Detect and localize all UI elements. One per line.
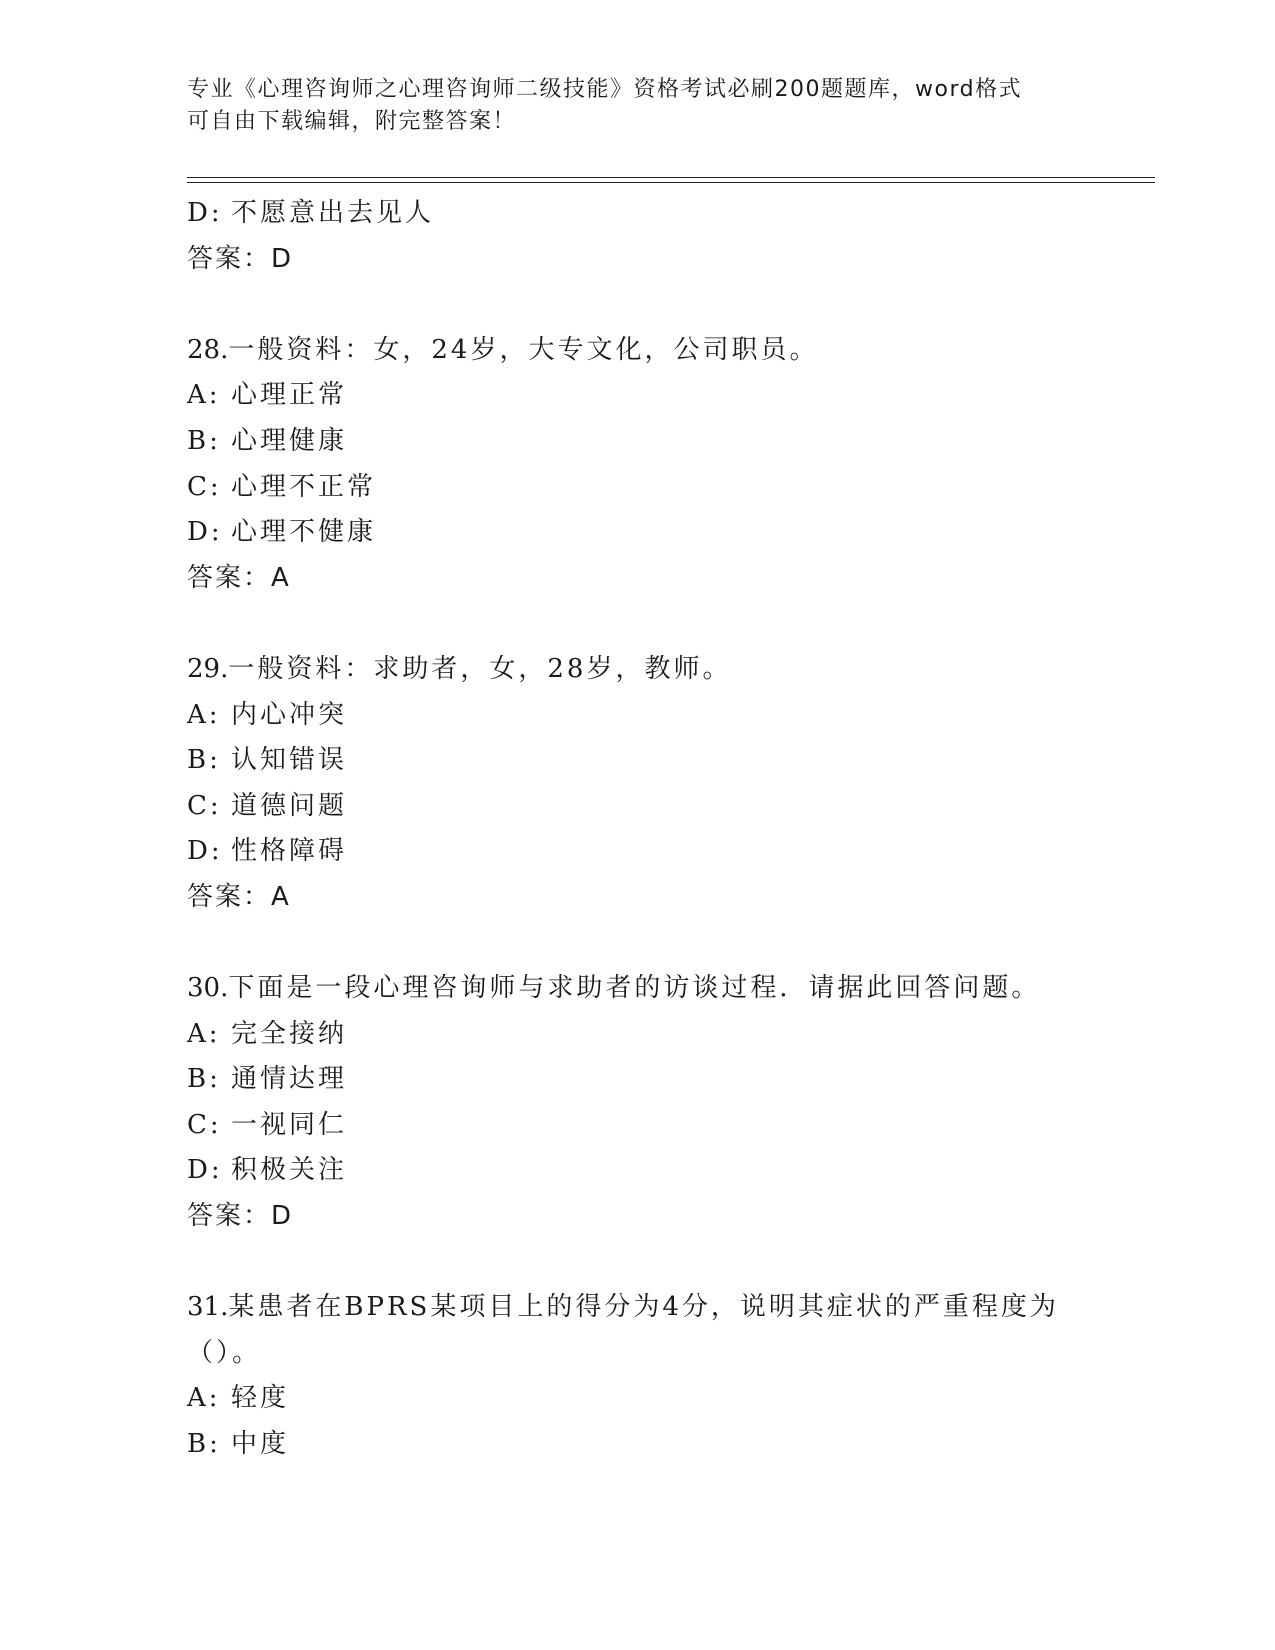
option-text: 完全接纳 — [231, 1018, 348, 1049]
header-divider-top — [187, 177, 1155, 178]
question-stem-continuation: （）。 — [187, 1337, 262, 1368]
question-stem — [187, 966, 1117, 1012]
question-list — [187, 191, 1117, 1468]
option-line — [187, 829, 1117, 875]
option-text: 性格障碍 — [231, 836, 348, 867]
question-number: 31. — [187, 1292, 229, 1323]
page-header — [187, 74, 1087, 138]
option-label: D: — [187, 198, 223, 228]
option-text: 心理健康 — [231, 425, 348, 456]
header-divider-bottom — [187, 182, 1155, 183]
option-label: C: — [187, 790, 222, 821]
option-text: 道德问题 — [231, 790, 348, 821]
option-line — [187, 373, 1117, 419]
spacer — [187, 601, 1117, 647]
option-text: 一视同仁 — [231, 1109, 348, 1140]
option-line — [187, 419, 1117, 465]
question-number: 30. — [187, 973, 229, 1004]
option-label: A: — [187, 699, 221, 730]
spacer — [187, 282, 1117, 328]
header-line-2: 可自由下载编辑，附完整答案！ — [187, 109, 517, 134]
option-line — [187, 784, 1117, 830]
option-line — [187, 1012, 1117, 1058]
answer-line: 答案：D — [187, 243, 294, 274]
option-text: 心理不正常 — [231, 471, 377, 502]
option-text: 中度 — [231, 1429, 290, 1460]
option-text: 通情达理 — [231, 1064, 348, 1095]
option-line — [187, 1103, 1117, 1149]
option-line — [187, 1422, 1117, 1468]
option-text: 轻度 — [231, 1383, 290, 1414]
question-stem — [187, 647, 1117, 693]
answer-line: 答案：D — [187, 1201, 294, 1232]
question-text: 某患者在BPRS某项目上的得分为4分，说明其症状的严重程度为 — [228, 1292, 1059, 1323]
option-label: C: — [187, 471, 222, 502]
option-line — [187, 465, 1117, 511]
option-label: C: — [187, 1109, 222, 1140]
answer-line: 答案：A — [187, 881, 291, 912]
option-label: B: — [187, 1064, 221, 1095]
option-line — [187, 510, 1117, 556]
option-label: D: — [187, 836, 223, 867]
option-line — [187, 1057, 1117, 1103]
question-number: 29. — [187, 653, 229, 684]
option-label: B: — [187, 1429, 221, 1460]
option-text: 积极关注 — [231, 1155, 348, 1186]
question-stem — [187, 328, 1117, 374]
option-label: A: — [187, 1383, 221, 1414]
question-text: 下面是一段心理咨询师与求助者的访谈过程．请据此回答问题。 — [228, 973, 1041, 1004]
option-label: B: — [187, 425, 221, 456]
option-line — [187, 738, 1117, 784]
option-label: A: — [187, 380, 221, 411]
option-label: B: — [187, 745, 221, 776]
option-line — [187, 1376, 1117, 1422]
option-text: 不愿意出去见人 — [231, 198, 435, 228]
question-text: 一般资料：女，24岁，大专文化，公司职员。 — [228, 334, 819, 365]
spacer — [187, 1240, 1117, 1286]
option-label: D: — [187, 1155, 223, 1186]
answer-line: 答案：A — [187, 562, 291, 593]
question-stem — [187, 1285, 1117, 1331]
option-text: 认知错误 — [231, 745, 348, 776]
option-line — [187, 1148, 1117, 1194]
option-label: A: — [187, 1018, 221, 1049]
option-text: 心理正常 — [231, 380, 348, 411]
option-text: 心理不健康 — [231, 517, 377, 548]
question-text: 一般资料：求助者，女，28岁，教师。 — [228, 653, 732, 684]
spacer — [187, 921, 1117, 967]
option-label: D: — [187, 517, 223, 548]
option-text: 内心冲突 — [231, 699, 348, 730]
header-line-1: 专业《心理咨询师之心理咨询师二级技能》资格考试必刷200题题库，word格式 — [187, 77, 1023, 102]
option-line — [187, 693, 1117, 739]
option-line — [187, 191, 1117, 237]
question-number: 28. — [187, 334, 229, 365]
